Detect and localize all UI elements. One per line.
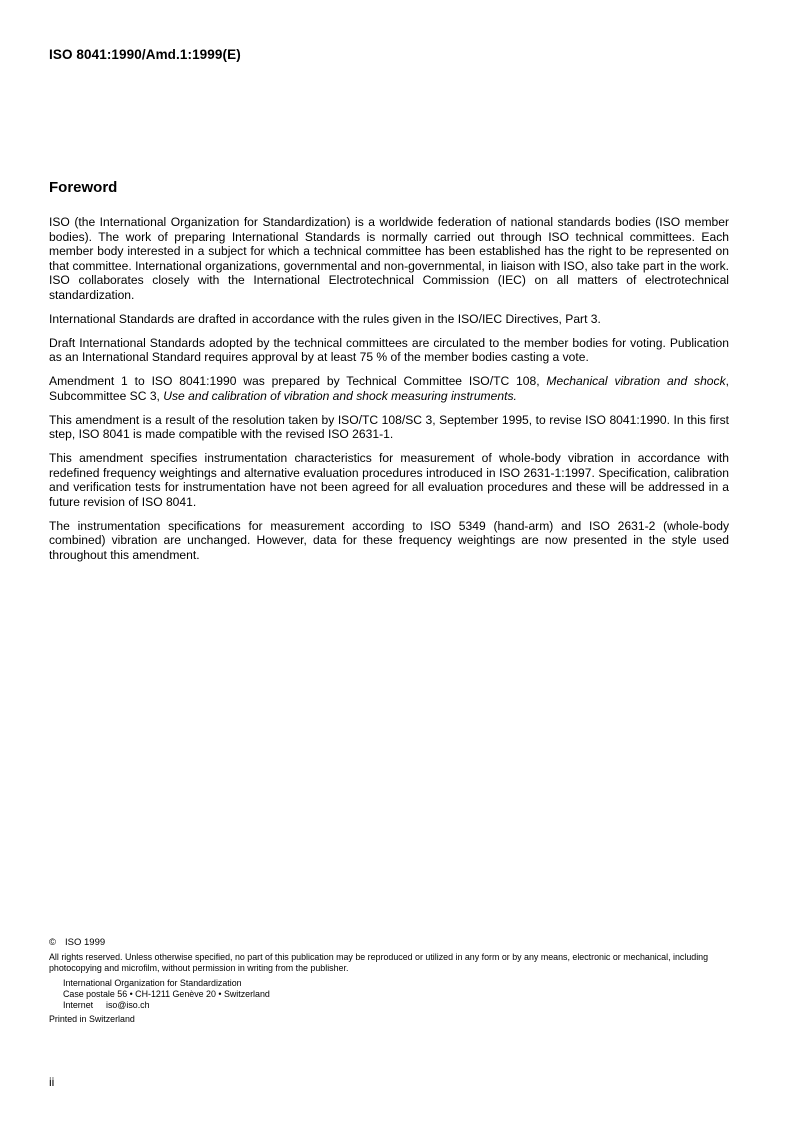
foreword-body: [49, 215, 729, 572]
organization-name: International Organization for Standardization: [63, 977, 242, 988]
rights-notice: All rights reserved. Unless otherwise specified, no part of this publication may be reproduced or utilized in any form or by any means, electronic or mechanical, including photocopying and microfilm, without permission in writing from the publisher.: [49, 952, 709, 974]
internet-contact: [49, 1000, 739, 1011]
internet-email: iso@iso.ch: [106, 1000, 150, 1011]
amendment-text-part2: , Subcommittee SC 3,: [49, 374, 729, 403]
copyright-text: ISO 1999: [65, 937, 106, 948]
amendment-text-part1: Amendment 1 to ISO 8041:1990 was prepared by Technical Committee ISO/TC 108,: [49, 374, 547, 388]
paragraph-iso-intro: ISO (the International Organization for Standardization) is a worldwide federation of national standards bodies (ISO member bodies). The work of preparing International Standards is normally carried out through ISO technical committees. Each member body interested in a subject for which a technical committee has been established has the right to be represented on that committee. International organizations, governmental and non-governmental, in liaison with ISO, also take part in the work. ISO collaborates closely with the International Electrotechnical Commission (IEC) on all matters of electrotechnical standardization.: [49, 215, 729, 302]
paragraph-amendment-prepared: [49, 374, 729, 403]
committee-title: Mechanical vibration and shock: [546, 374, 726, 388]
paragraph-specification: This amendment specifies instrumentation characteristics for measurement of whole-body vibration in accordance with redefined frequency weightings and alternative evaluation procedures introduced in ISO 2631-1:1997. Specification, calibration and verification tests for instrumentation have not been agreed for all evaluation procedures and these will be addressed in a future revision of ISO 8041.: [49, 451, 729, 509]
paragraph-unchanged: The instrumentation specifications for measurement according to ISO 5349 (hand-arm) and ISO 2631-2 (whole-body combined) vibration are unchanged. However, data for these frequency weightings are now presented in the style used throughout this amendment.: [49, 518, 729, 562]
copyright-line: [49, 937, 739, 948]
subcommittee-title: Use and calibration of vibration and shock measuring instruments.: [163, 388, 517, 403]
paragraph-drafting: International Standards are drafted in accordance with the rules given in the ISO/IEC Directives, Part 3.: [49, 311, 601, 326]
paragraph-voting: Draft International Standards adopted by the technical committees are circulated to the member bodies for voting. Publication as an International Standard requires approval by at least 75 % of the member bodies casting a vote.: [49, 335, 729, 364]
copyright-footer: [49, 937, 739, 1025]
paragraph-resolution: This amendment is a result of the resolution taken by ISO/TC 108/SC 3, September 1995, to revise ISO 8041:1990. In this first step, ISO 8041 is made compatible with the revised ISO 2631-1.: [49, 412, 729, 441]
page-number: ii: [49, 1075, 55, 1089]
printed-notice: Printed in Switzerland: [49, 1014, 135, 1025]
copyright-icon: ©: [49, 937, 56, 948]
internet-label: Internet: [63, 1000, 94, 1011]
postal-address: Case postale 56 • CH-1211 Genève 20 • Switzerland: [63, 988, 270, 999]
document-identifier: ISO 8041:1990/Amd.1:1999(E): [49, 47, 241, 62]
foreword-heading: Foreword: [49, 179, 118, 196]
